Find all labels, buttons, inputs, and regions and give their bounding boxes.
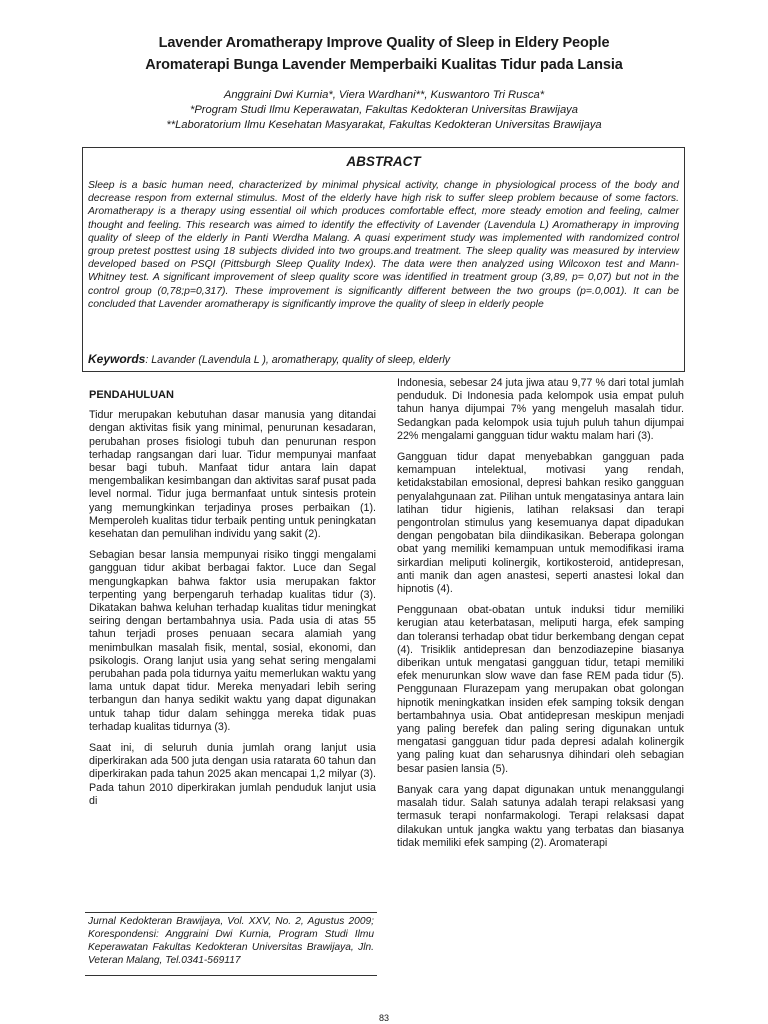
keywords-line bbox=[88, 352, 679, 366]
paragraph: Tidur merupakan kebutuhan dasar manusia yang ditandai dengan aktivitas fisik yang minimal, penurunan kesadaran, perubahan proses fisiologi tubuh dan penurunan respon terhadap rangsangan dari luar. Tidur mempunyai manfaat besar bagi tubuh. Manfaat tidur antara lain dapat mengembalikan kesimbangan dan aktivitas saraf pusat pada level normal. Tidur juga bermanfaat untuk sintesis protein yang memungkinkan terjadinya proses perbaikan (1). Memperoleh kualitas tidur terbaik penting untuk peningkatan kesehatan dan pemulihan individu yang sakit (2). bbox=[89, 409, 376, 541]
title-english: Lavender Aromatherapy Improve Quality of Sleep in Eldery People bbox=[158, 35, 610, 51]
author-list: Anggraini Dwi Kurnia*, Viera Wardhani**, Kuswantoro Tri Rusca* bbox=[223, 89, 545, 101]
paragraph: Indonesia, sebesar 24 juta jiwa atau 9,77 % dari total jumlah penduduk. Di Indonesia pada kelompok usia empat puluh tahun hanya dijumpai 7% yang mengeluh masalah tidur. Sedangkan pada kelompok usia tujuh puluh tahun dijumpai 22% mengalami gangguan tidur waktu malam hari (3). bbox=[397, 377, 684, 442]
right-column bbox=[397, 377, 684, 858]
keywords-label: Keywords bbox=[88, 352, 146, 366]
paragraph: Sebagian besar lansia mempunyai risiko tinggi mengalami gangguan tidur akibat berbagai faktor. Luce dan Segal mengungkapkan bahwa faktor usia merupakan faktor terpenting yang berpengaruh terhadap kualitas tidur (3). Dikatakan bahwa keluhan terhadap kualitas tidur meningkat seiring dengan bertambahnya usia. Pada usia di atas 55 tahun terjadi proses penuaan secara alamiah yang menimbulkan masalah fisik, mental, sosial, ekonomi, dan psikologis. Orang lanjut usia yang sehat sering mengalami perubahan pada pola tidurnya yaitu memerlukan waktu yang lama untuk dapat tidur. Mereka menyadari lebih sering terbangun dan hanya sedikit waktu yang dapat digunakan untuk tahap tidur dalam sehingga mereka tidak puas terhadap kualitas tidurnya (3). bbox=[89, 549, 376, 733]
title-indonesian: Aromaterapi Bunga Lavender Memperbaiki Kualitas Tidur pada Lansia bbox=[145, 57, 623, 73]
abstract-heading: ABSTRACT bbox=[346, 154, 421, 169]
abstract-box bbox=[82, 147, 685, 372]
paragraph: Banyak cara yang dapat digunakan untuk menanggulangi masalah tidur. Salah satunya adalah terapi relaksasi yang termasuk terapi nonfarmakologi. Terapi relaksasi dapat dilakukan untuk jangka waktu yang terbatas dan biasanya tidak memiliki efek samping (2). Aromaterapi bbox=[397, 783, 684, 849]
paragraph: Saat ini, di seluruh dunia jumlah orang lanjut usia diperkirakan ada 500 juta dengan usia ratarata 60 tahun dan diperkirakan pada tahun 2025 akan mencapai 1,2 milyar (3). Pada tahun 2010 diperkirakan jumlah penduduk lanjut usia di bbox=[89, 742, 376, 807]
author-block bbox=[0, 88, 768, 133]
correspondence-footnote: Jurnal Kedokteran Brawijaya, Vol. XXV, No. 2, Agustus 2009; Korespondensi: Anggraini Dwi Kurnia, Program Studi Ilmu Keperawatan Fakultas Kedokteran Universitas Brawijaya, Jln. Veteran Malang, Tel.0341-569117 bbox=[85, 912, 377, 976]
section-heading-pendahuluan: PENDAHULUAN bbox=[89, 389, 174, 401]
abstract-text: Sleep is a basic human need, characterized by minimal physical activity, change in physiological process of the body and decrease respon from external stimulus. Most of the elderly have high risk to suffer sleep problem because of some factors. Aromatherapy is a therapy using essential oil which produces comfortable effect, more steady emotion and feeling, calmer thought and feeling. This research was aimed to identify the effectivity of Lavender (Lavendula L) Aromatherapy in improving quality of sleep of the elderly in Panti Werdha Malang. A quasi experiment study was implemented with randomized control group pretest posttest using 18 subjects divided into two groups.and treatment. The sleep quality was measured by interview developed based on PSQI (Pittsburgh Sleep Quality Index). The data were then analyzed using Wilcoxon test and Mann-Whitney test. A significant improvement of sleep quality score was identified in treatment group (3,89, p= 0,07) but not in the control group (0,78;p=0,317). These improvement is significantly different between the two groups (p=.0,001). It can be concluded that Lavender aromatherapy is significantly improve the quality of sleep in elderly people bbox=[88, 180, 679, 310]
affiliation-1: *Program Studi Ilmu Keperawatan, Fakultas Kedokteran Universitas Brawijaya bbox=[189, 104, 578, 116]
keywords-text: : Lavander (Lavendula L ), aromatherapy, quality of sleep, elderly bbox=[145, 354, 451, 366]
affiliation-2: **Laboratorium Ilmu Kesehatan Masyarakat, Fakultas Kedokteran Universitas Brawijaya bbox=[166, 119, 602, 131]
paragraph: Gangguan tidur dapat menyebabkan gangguan pada kemampuan intelektual, motivasi yang rendah, ketidakstabilan emosional, depresi bahkan resiko gangguan penyalahgunaan zat. Pilihan untuk mengatasinya antara lain latihan tidur higienis, latihan relaksasi dan terapi pengontrolan stimulus yang kesemuanya dapat dipadukan dengan pengobatan bila diindikasikan. Beberapa golongan obat yang memiliki kemampuan untuk memodifikasi irama sirkardian meliputi kolinergik, kortikosteroid, antidepresan, anti manik dan agen anastesi, seperti anastesi lokal dan hipnotis (4). bbox=[397, 451, 684, 596]
page-number: 83 bbox=[378, 1013, 389, 1023]
left-column bbox=[89, 389, 376, 816]
paragraph: Penggunaan obat-obatan untuk induksi tidur memiliki kerugian atau keterbatasan, meliputi harga, efek samping dan toleransi terhadap obat tidur berkembang dengan cepat (4). Trisiklik antidepresan dan benzodiazepine biasanya diberikan untuk mengatasi gangguan tidur, tetapi memiliki efek menurunkan slow wave dan fase REM pada tidur (5). Penggunaan Flurazepam yang merupakan obat golongan hipnotik meningkatkan insiden efek samping toksik dengan bertambahnya usia. Obat antidepresan meskipun menjadi yang paling berefek dan paling sering digunakan untuk mengatasi gangguan tidur pada depresi adalah kolinergik yang paling kuat dan seharusnya dihindari oleh sebagian besar pasien lansia (5). bbox=[397, 604, 684, 775]
